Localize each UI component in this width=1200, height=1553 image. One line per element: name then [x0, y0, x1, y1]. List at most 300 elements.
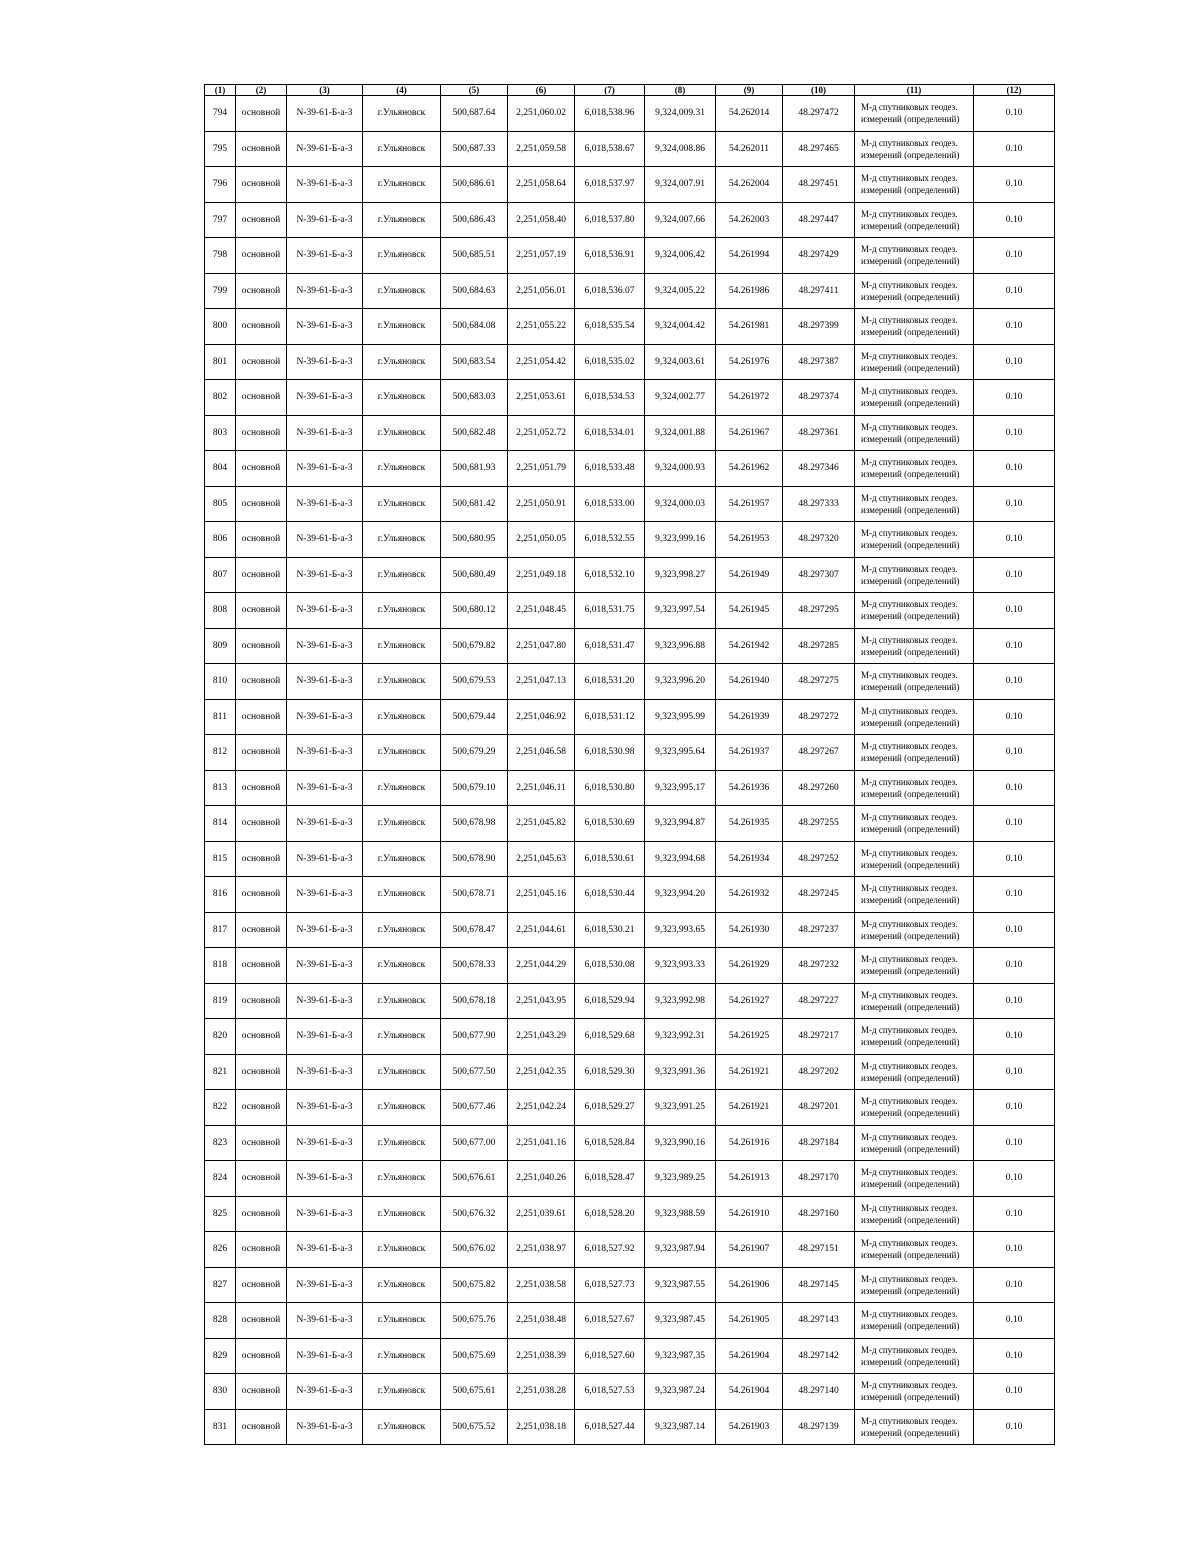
cell-method: М-д спутниковых геодез. измерений (определений) [855, 1196, 974, 1232]
cell-method: М-д спутниковых геодез. измерений (определений) [855, 557, 974, 593]
cell-latitude: 54.262004 [716, 167, 783, 203]
cell-latitude: 54.261935 [716, 806, 783, 842]
cell-map-sheet: N-39-61-Б-а-3 [287, 131, 363, 167]
cell-point-number: 807 [205, 557, 236, 593]
cell-x-coordinate: 500,677.46 [441, 1090, 508, 1126]
cell-y-coordinate: 2,251,057.19 [508, 238, 575, 274]
cell-x2-coordinate: 6,018,537.80 [575, 202, 645, 238]
cell-map-sheet: N-39-61-Б-а-3 [287, 877, 363, 913]
cell-x2-coordinate: 6,018,527.67 [575, 1303, 645, 1339]
cell-latitude: 54.261967 [716, 415, 783, 451]
cell-point-type: основной [236, 1338, 287, 1374]
column-header: (11) [855, 85, 974, 96]
cell-longitude: 48.297227 [783, 983, 855, 1019]
cell-x2-coordinate: 6,018,527.73 [575, 1267, 645, 1303]
cell-latitude: 54.261932 [716, 877, 783, 913]
cell-latitude: 54.261937 [716, 735, 783, 771]
cell-x-coordinate: 500,684.63 [441, 273, 508, 309]
cell-x-coordinate: 500,675.76 [441, 1303, 508, 1339]
cell-point-type: основной [236, 912, 287, 948]
cell-method: М-д спутниковых геодез. измерений (определений) [855, 167, 974, 203]
cell-latitude: 54.261930 [716, 912, 783, 948]
table-row [205, 1196, 1055, 1232]
cell-latitude: 54.261927 [716, 983, 783, 1019]
cell-point-type: основной [236, 1303, 287, 1339]
cell-map-sheet: N-39-61-Б-а-3 [287, 1019, 363, 1055]
cell-locality: г.Ульяновск [363, 841, 441, 877]
cell-latitude: 54.261936 [716, 770, 783, 806]
cell-x-coordinate: 500,679.10 [441, 770, 508, 806]
cell-x-coordinate: 500,679.29 [441, 735, 508, 771]
cell-latitude: 54.261905 [716, 1303, 783, 1339]
cell-y2-coordinate: 9,324,003.61 [645, 344, 716, 380]
cell-y2-coordinate: 9,324,001.88 [645, 415, 716, 451]
cell-map-sheet: N-39-61-Б-а-3 [287, 1232, 363, 1268]
cell-method: М-д спутниковых геодез. измерений (определений) [855, 202, 974, 238]
cell-map-sheet: N-39-61-Б-а-3 [287, 273, 363, 309]
cell-x2-coordinate: 6,018,536.91 [575, 238, 645, 274]
cell-point-number: 822 [205, 1090, 236, 1126]
cell-y-coordinate: 2,251,049.18 [508, 557, 575, 593]
cell-y-coordinate: 2,251,056.01 [508, 273, 575, 309]
cell-latitude: 54.261921 [716, 1090, 783, 1126]
cell-longitude: 48.297184 [783, 1125, 855, 1161]
cell-map-sheet: N-39-61-Б-а-3 [287, 735, 363, 771]
cell-point-number: 831 [205, 1409, 236, 1445]
cell-locality: г.Ульяновск [363, 486, 441, 522]
cell-longitude: 48.297307 [783, 557, 855, 593]
cell-longitude: 48.297285 [783, 628, 855, 664]
cell-y2-coordinate: 9,323,994.20 [645, 877, 716, 913]
cell-x2-coordinate: 6,018,534.53 [575, 380, 645, 416]
cell-point-type: основной [236, 344, 287, 380]
cell-accuracy: 0.10 [974, 1161, 1055, 1197]
cell-longitude: 48.297320 [783, 522, 855, 558]
cell-point-type: основной [236, 451, 287, 487]
cell-longitude: 48.297387 [783, 344, 855, 380]
cell-latitude: 54.261907 [716, 1232, 783, 1268]
cell-accuracy: 0.10 [974, 983, 1055, 1019]
cell-accuracy: 0.10 [974, 1054, 1055, 1090]
cell-point-type: основной [236, 1409, 287, 1445]
cell-x-coordinate: 500,678.18 [441, 983, 508, 1019]
cell-locality: г.Ульяновск [363, 96, 441, 132]
cell-locality: г.Ульяновск [363, 522, 441, 558]
cell-locality: г.Ульяновск [363, 1019, 441, 1055]
cell-method: М-д спутниковых геодез. измерений (определений) [855, 983, 974, 1019]
cell-x-coordinate: 500,676.02 [441, 1232, 508, 1268]
cell-accuracy: 0.10 [974, 1303, 1055, 1339]
cell-x2-coordinate: 6,018,531.47 [575, 628, 645, 664]
cell-latitude: 54.261916 [716, 1125, 783, 1161]
cell-locality: г.Ульяновск [363, 1161, 441, 1197]
cell-latitude: 54.261913 [716, 1161, 783, 1197]
cell-x2-coordinate: 6,018,536.07 [575, 273, 645, 309]
cell-y2-coordinate: 9,324,006.42 [645, 238, 716, 274]
cell-x2-coordinate: 6,018,527.60 [575, 1338, 645, 1374]
cell-point-type: основной [236, 735, 287, 771]
table-row [205, 1267, 1055, 1303]
cell-latitude: 54.261957 [716, 486, 783, 522]
table-row [205, 1232, 1055, 1268]
cell-method: М-д спутниковых геодез. измерений (определений) [855, 1374, 974, 1410]
cell-locality: г.Ульяновск [363, 309, 441, 345]
cell-x-coordinate: 500,679.53 [441, 664, 508, 700]
cell-accuracy: 0.10 [974, 1409, 1055, 1445]
cell-method: М-д спутниковых геодез. измерений (определений) [855, 1303, 974, 1339]
cell-y-coordinate: 2,251,059.58 [508, 131, 575, 167]
cell-longitude: 48.297411 [783, 273, 855, 309]
cell-y-coordinate: 2,251,060.02 [508, 96, 575, 132]
cell-y2-coordinate: 9,323,998.27 [645, 557, 716, 593]
table-row [205, 557, 1055, 593]
cell-latitude: 54.261981 [716, 309, 783, 345]
cell-method: М-д спутниковых геодез. измерений (определений) [855, 841, 974, 877]
table-header-row [205, 85, 1055, 96]
cell-y2-coordinate: 9,323,992.31 [645, 1019, 716, 1055]
cell-x-coordinate: 500,678.47 [441, 912, 508, 948]
cell-point-type: основной [236, 699, 287, 735]
cell-x-coordinate: 500,687.33 [441, 131, 508, 167]
cell-y-coordinate: 2,251,038.48 [508, 1303, 575, 1339]
cell-locality: г.Ульяновск [363, 202, 441, 238]
cell-method: М-д спутниковых геодез. измерений (определений) [855, 238, 974, 274]
cell-accuracy: 0.10 [974, 948, 1055, 984]
cell-y2-coordinate: 9,323,991.36 [645, 1054, 716, 1090]
cell-map-sheet: N-39-61-Б-а-3 [287, 1161, 363, 1197]
table-row [205, 522, 1055, 558]
cell-y-coordinate: 2,251,047.80 [508, 628, 575, 664]
cell-y2-coordinate: 9,323,990.16 [645, 1125, 716, 1161]
cell-locality: г.Ульяновск [363, 273, 441, 309]
cell-latitude: 54.261942 [716, 628, 783, 664]
cell-x2-coordinate: 6,018,538.96 [575, 96, 645, 132]
cell-accuracy: 0.10 [974, 202, 1055, 238]
cell-accuracy: 0.10 [974, 486, 1055, 522]
cell-point-type: основной [236, 1232, 287, 1268]
cell-latitude: 54.261972 [716, 380, 783, 416]
cell-point-type: основной [236, 1019, 287, 1055]
cell-point-type: основной [236, 522, 287, 558]
cell-x-coordinate: 500,676.32 [441, 1196, 508, 1232]
cell-method: М-д спутниковых геодез. измерений (определений) [855, 451, 974, 487]
cell-locality: г.Ульяновск [363, 877, 441, 913]
cell-x-coordinate: 500,680.49 [441, 557, 508, 593]
cell-longitude: 48.297143 [783, 1303, 855, 1339]
cell-y2-coordinate: 9,323,989.25 [645, 1161, 716, 1197]
cell-x-coordinate: 500,677.00 [441, 1125, 508, 1161]
cell-point-number: 824 [205, 1161, 236, 1197]
cell-map-sheet: N-39-61-Б-а-3 [287, 486, 363, 522]
column-header: (5) [441, 85, 508, 96]
cell-longitude: 48.297451 [783, 167, 855, 203]
cell-point-type: основной [236, 96, 287, 132]
cell-method: М-д спутниковых геодез. измерений (определений) [855, 522, 974, 558]
cell-accuracy: 0.10 [974, 912, 1055, 948]
table-row [205, 806, 1055, 842]
cell-latitude: 54.261903 [716, 1409, 783, 1445]
cell-y-coordinate: 2,251,046.58 [508, 735, 575, 771]
cell-latitude: 54.262014 [716, 96, 783, 132]
cell-latitude: 54.261994 [716, 238, 783, 274]
cell-y-coordinate: 2,251,055.22 [508, 309, 575, 345]
cell-point-number: 812 [205, 735, 236, 771]
column-header: (10) [783, 85, 855, 96]
cell-method: М-д спутниковых геодез. измерений (определений) [855, 593, 974, 629]
cell-y2-coordinate: 9,323,987.45 [645, 1303, 716, 1339]
cell-latitude: 54.261945 [716, 593, 783, 629]
cell-point-type: основной [236, 1374, 287, 1410]
cell-y-coordinate: 2,251,041.16 [508, 1125, 575, 1161]
cell-longitude: 48.297465 [783, 131, 855, 167]
cell-point-number: 821 [205, 1054, 236, 1090]
cell-x-coordinate: 500,679.44 [441, 699, 508, 735]
cell-x-coordinate: 500,682.48 [441, 415, 508, 451]
cell-point-number: 828 [205, 1303, 236, 1339]
cell-point-number: 802 [205, 380, 236, 416]
cell-x2-coordinate: 6,018,537.97 [575, 167, 645, 203]
cell-x2-coordinate: 6,018,533.00 [575, 486, 645, 522]
cell-y-coordinate: 2,251,039.61 [508, 1196, 575, 1232]
column-header: (1) [205, 85, 236, 96]
cell-y-coordinate: 2,251,058.64 [508, 167, 575, 203]
cell-y2-coordinate: 9,323,988.59 [645, 1196, 716, 1232]
cell-point-number: 829 [205, 1338, 236, 1374]
cell-accuracy: 0.10 [974, 451, 1055, 487]
cell-point-type: основной [236, 273, 287, 309]
cell-accuracy: 0.10 [974, 699, 1055, 735]
cell-map-sheet: N-39-61-Б-а-3 [287, 948, 363, 984]
cell-latitude: 54.261910 [716, 1196, 783, 1232]
table-row [205, 415, 1055, 451]
cell-longitude: 48.297255 [783, 806, 855, 842]
cell-accuracy: 0.10 [974, 344, 1055, 380]
cell-point-type: основной [236, 486, 287, 522]
cell-x-coordinate: 500,678.90 [441, 841, 508, 877]
cell-point-type: основной [236, 593, 287, 629]
cell-accuracy: 0.10 [974, 877, 1055, 913]
cell-accuracy: 0.10 [974, 96, 1055, 132]
cell-method: М-д спутниковых геодез. измерений (определений) [855, 1338, 974, 1374]
cell-point-number: 820 [205, 1019, 236, 1055]
cell-x2-coordinate: 6,018,529.68 [575, 1019, 645, 1055]
cell-longitude: 48.297252 [783, 841, 855, 877]
cell-x2-coordinate: 6,018,530.08 [575, 948, 645, 984]
cell-latitude: 54.261986 [716, 273, 783, 309]
cell-x2-coordinate: 6,018,535.54 [575, 309, 645, 345]
column-header: (4) [363, 85, 441, 96]
cell-method: М-д спутниковых геодез. измерений (определений) [855, 664, 974, 700]
cell-y-coordinate: 2,251,043.95 [508, 983, 575, 1019]
cell-x2-coordinate: 6,018,530.98 [575, 735, 645, 771]
cell-y2-coordinate: 9,323,993.65 [645, 912, 716, 948]
cell-accuracy: 0.10 [974, 593, 1055, 629]
cell-accuracy: 0.10 [974, 238, 1055, 274]
cell-x-coordinate: 500,684.08 [441, 309, 508, 345]
cell-x2-coordinate: 6,018,527.44 [575, 1409, 645, 1445]
cell-y-coordinate: 2,251,038.39 [508, 1338, 575, 1374]
cell-longitude: 48.297275 [783, 664, 855, 700]
table-row [205, 238, 1055, 274]
cell-x-coordinate: 500,678.71 [441, 877, 508, 913]
cell-accuracy: 0.10 [974, 167, 1055, 203]
cell-latitude: 54.261976 [716, 344, 783, 380]
cell-y-coordinate: 2,251,048.45 [508, 593, 575, 629]
cell-point-number: 813 [205, 770, 236, 806]
column-header: (7) [575, 85, 645, 96]
cell-y-coordinate: 2,251,044.29 [508, 948, 575, 984]
cell-map-sheet: N-39-61-Б-а-3 [287, 806, 363, 842]
cell-accuracy: 0.10 [974, 557, 1055, 593]
table-row [205, 699, 1055, 735]
cell-longitude: 48.297237 [783, 912, 855, 948]
cell-x-coordinate: 500,675.69 [441, 1338, 508, 1374]
cell-x-coordinate: 500,677.50 [441, 1054, 508, 1090]
cell-method: М-д спутниковых геодез. измерений (определений) [855, 131, 974, 167]
cell-x-coordinate: 500,680.95 [441, 522, 508, 558]
cell-point-type: основной [236, 664, 287, 700]
cell-locality: г.Ульяновск [363, 451, 441, 487]
cell-method: М-д спутниковых геодез. измерений (определений) [855, 628, 974, 664]
cell-longitude: 48.297260 [783, 770, 855, 806]
table-row [205, 96, 1055, 132]
cell-method: М-д спутниковых геодез. измерений (определений) [855, 699, 974, 735]
table-row [205, 735, 1055, 771]
cell-x-coordinate: 500,683.03 [441, 380, 508, 416]
cell-x-coordinate: 500,675.82 [441, 1267, 508, 1303]
cell-accuracy: 0.10 [974, 1196, 1055, 1232]
cell-point-number: 811 [205, 699, 236, 735]
cell-longitude: 48.297139 [783, 1409, 855, 1445]
cell-map-sheet: N-39-61-Б-а-3 [287, 1338, 363, 1374]
cell-longitude: 48.297361 [783, 415, 855, 451]
cell-locality: г.Ульяновск [363, 628, 441, 664]
cell-latitude: 54.261904 [716, 1374, 783, 1410]
cell-locality: г.Ульяновск [363, 770, 441, 806]
cell-x2-coordinate: 6,018,527.92 [575, 1232, 645, 1268]
cell-locality: г.Ульяновск [363, 912, 441, 948]
table-row [205, 770, 1055, 806]
cell-locality: г.Ульяновск [363, 1232, 441, 1268]
cell-accuracy: 0.10 [974, 628, 1055, 664]
cell-longitude: 48.297201 [783, 1090, 855, 1126]
cell-x-coordinate: 500,678.98 [441, 806, 508, 842]
cell-accuracy: 0.10 [974, 841, 1055, 877]
cell-map-sheet: N-39-61-Б-а-3 [287, 1267, 363, 1303]
cell-x-coordinate: 500,685.51 [441, 238, 508, 274]
cell-longitude: 48.297399 [783, 309, 855, 345]
cell-point-type: основной [236, 948, 287, 984]
cell-y-coordinate: 2,251,042.24 [508, 1090, 575, 1126]
cell-point-type: основной [236, 806, 287, 842]
cell-longitude: 48.297267 [783, 735, 855, 771]
cell-map-sheet: N-39-61-Б-а-3 [287, 96, 363, 132]
cell-longitude: 48.297160 [783, 1196, 855, 1232]
cell-x2-coordinate: 6,018,530.69 [575, 806, 645, 842]
cell-method: М-д спутниковых геодез. измерений (определений) [855, 735, 974, 771]
cell-latitude: 54.261921 [716, 1054, 783, 1090]
cell-point-number: 819 [205, 983, 236, 1019]
cell-map-sheet: N-39-61-Б-а-3 [287, 628, 363, 664]
cell-latitude: 54.261940 [716, 664, 783, 700]
cell-accuracy: 0.10 [974, 735, 1055, 771]
cell-y2-coordinate: 9,324,002.77 [645, 380, 716, 416]
cell-y-coordinate: 2,251,046.92 [508, 699, 575, 735]
cell-point-number: 794 [205, 96, 236, 132]
cell-method: М-д спутниковых геодез. измерений (определений) [855, 309, 974, 345]
cell-point-type: основной [236, 1125, 287, 1161]
cell-x2-coordinate: 6,018,530.80 [575, 770, 645, 806]
table-row [205, 486, 1055, 522]
cell-point-type: основной [236, 1054, 287, 1090]
cell-y2-coordinate: 9,324,005.22 [645, 273, 716, 309]
cell-point-type: основной [236, 770, 287, 806]
cell-point-type: основной [236, 1090, 287, 1126]
cell-y2-coordinate: 9,323,996.88 [645, 628, 716, 664]
table-row [205, 1161, 1055, 1197]
cell-y2-coordinate: 9,324,007.66 [645, 202, 716, 238]
cell-x2-coordinate: 6,018,531.12 [575, 699, 645, 735]
cell-y2-coordinate: 9,323,993.33 [645, 948, 716, 984]
cell-y2-coordinate: 9,323,997.54 [645, 593, 716, 629]
cell-x2-coordinate: 6,018,530.21 [575, 912, 645, 948]
cell-y2-coordinate: 9,323,994.68 [645, 841, 716, 877]
table-row [205, 344, 1055, 380]
cell-point-type: основной [236, 1267, 287, 1303]
cell-x-coordinate: 500,675.52 [441, 1409, 508, 1445]
cell-point-type: основной [236, 238, 287, 274]
cell-locality: г.Ульяновск [363, 1338, 441, 1374]
cell-y-coordinate: 2,251,045.63 [508, 841, 575, 877]
cell-x2-coordinate: 6,018,529.30 [575, 1054, 645, 1090]
cell-y2-coordinate: 9,324,009.31 [645, 96, 716, 132]
cell-x2-coordinate: 6,018,532.10 [575, 557, 645, 593]
cell-x-coordinate: 500,687.64 [441, 96, 508, 132]
cell-map-sheet: N-39-61-Б-а-3 [287, 664, 363, 700]
column-header: (6) [508, 85, 575, 96]
table-row [205, 451, 1055, 487]
table-row [205, 877, 1055, 913]
cell-locality: г.Ульяновск [363, 1409, 441, 1445]
cell-latitude: 54.261939 [716, 699, 783, 735]
table-row [205, 1409, 1055, 1445]
cell-point-number: 809 [205, 628, 236, 664]
cell-longitude: 48.297202 [783, 1054, 855, 1090]
cell-accuracy: 0.10 [974, 415, 1055, 451]
cell-latitude: 54.261929 [716, 948, 783, 984]
cell-longitude: 48.297140 [783, 1374, 855, 1410]
cell-point-number: 830 [205, 1374, 236, 1410]
cell-map-sheet: N-39-61-Б-а-3 [287, 1303, 363, 1339]
cell-locality: г.Ульяновск [363, 238, 441, 274]
table-row [205, 628, 1055, 664]
cell-point-type: основной [236, 380, 287, 416]
cell-longitude: 48.297142 [783, 1338, 855, 1374]
cell-y-coordinate: 2,251,045.82 [508, 806, 575, 842]
cell-accuracy: 0.10 [974, 273, 1055, 309]
cell-map-sheet: N-39-61-Б-а-3 [287, 983, 363, 1019]
cell-accuracy: 0.10 [974, 1338, 1055, 1374]
cell-method: М-д спутниковых геодез. измерений (определений) [855, 273, 974, 309]
cell-y-coordinate: 2,251,047.13 [508, 664, 575, 700]
cell-method: М-д спутниковых геодез. измерений (определений) [855, 912, 974, 948]
table-row [205, 1374, 1055, 1410]
cell-locality: г.Ульяновск [363, 380, 441, 416]
cell-locality: г.Ульяновск [363, 1374, 441, 1410]
cell-x-coordinate: 500,676.61 [441, 1161, 508, 1197]
cell-accuracy: 0.10 [974, 664, 1055, 700]
cell-y-coordinate: 2,251,051.79 [508, 451, 575, 487]
